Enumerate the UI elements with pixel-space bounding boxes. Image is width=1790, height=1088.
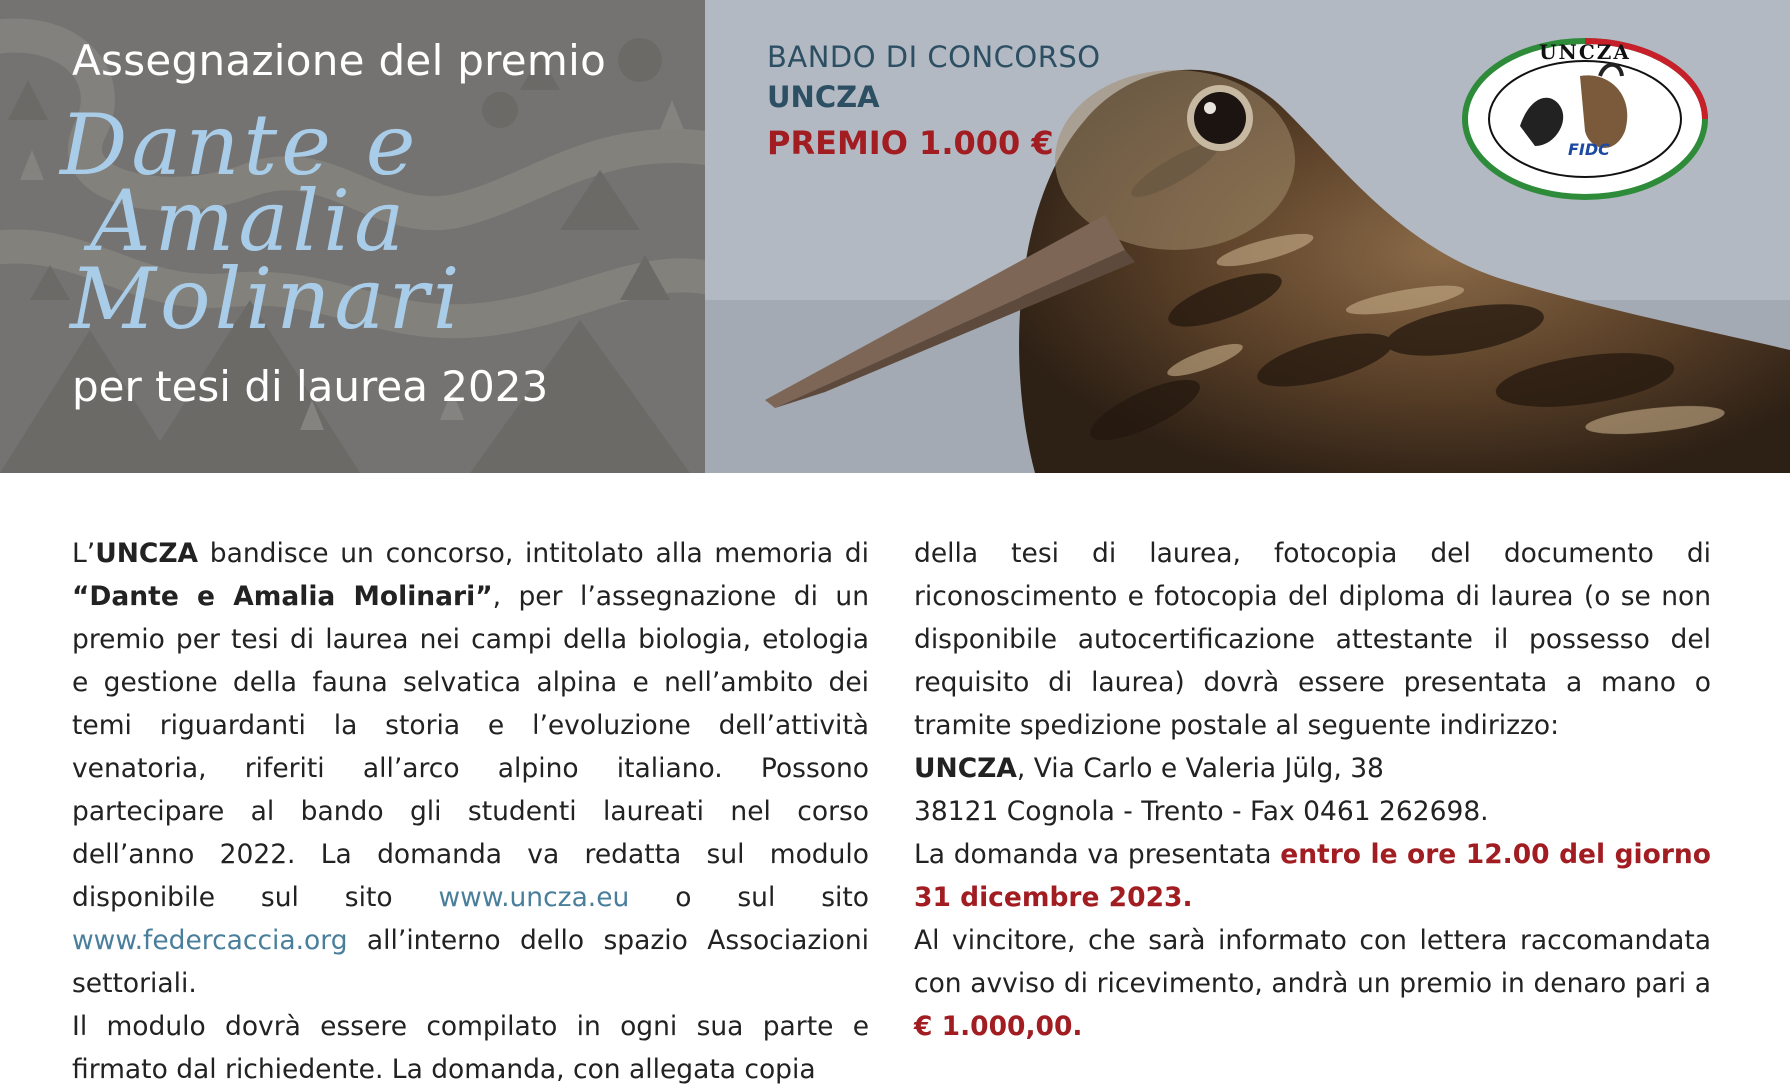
org-name: UNCZA [914, 753, 1017, 784]
text-run: all’interno dello spazio Associazioni settoriali. [72, 925, 869, 999]
prize-value: € 1.000,00. [914, 1011, 1083, 1042]
text-run: , per l’assegnazione di un premio per tesi di laurea nei campi della biologia, etologia e gestione della fauna selvatica alpina e nell’ambito dei temi riguardanti la storia e l’evoluzione dell’attività venatoria, riferiti all’arco alpino italiano. Possono partecipare al bando gli studenti laureati nel corso dell’anno 2022. La domanda va redatta sul modulo disponibile sul sito [72, 581, 869, 913]
address-line-2: 38121 Cognola - Trento - Fax 0461 262698. [914, 796, 1489, 827]
body-column-left [72, 532, 869, 1088]
text-run: La domanda va presentata [914, 839, 1281, 870]
title-panel [0, 0, 705, 473]
header-banner [0, 0, 1790, 473]
thesis-year-line: per tesi di laurea 2023 [72, 362, 549, 411]
documents-paragraph: della tesi di laurea, fotocopia del documento di riconoscimento e fotocopia del diploma di laurea (o se non disponibile autocertificazione attestante il possesso del requisito di laurea) dovrà essere presentata a mano o tramite spedizione postale al seguente indirizzo: [914, 538, 1711, 741]
deadline-date: entro le ore 12.00 del giorno 31 dicembre 2023. [914, 839, 1711, 913]
address-line-1 [914, 747, 1711, 790]
text-run: L’ [72, 538, 96, 569]
uncza-link[interactable]: www.uncza.eu [438, 882, 630, 913]
prize-title-line: Assegnazione del premio [72, 36, 607, 85]
script-name-molinari: Molinari [70, 250, 464, 348]
org-name: UNCZA [95, 538, 199, 569]
prize-amount-label: PREMIO 1.000 € [767, 124, 1054, 162]
intro-paragraph [72, 532, 869, 1005]
script-name-dante: Dante e [60, 96, 420, 194]
prize-paragraph [914, 919, 1711, 1048]
text-run: Al vincitore, che sarà informato con lettera raccomandata con avviso di ricevimento, andrà un premio in denaro pari a [914, 925, 1711, 999]
text-run: bandisce un concorso, intitolato alla memoria di [198, 538, 869, 569]
contest-label: BANDO DI CONCORSO [767, 40, 1101, 74]
fidc-mark: FIDC [1568, 140, 1610, 159]
text-run: o sul sito [629, 882, 869, 913]
organizer-label: UNCZA [767, 80, 880, 114]
street-address: , Via Carlo e Valeria Jülg, 38 [1016, 753, 1384, 784]
body-column-right [914, 532, 1711, 1048]
deadline-paragraph [914, 833, 1711, 919]
form-paragraph: Il modulo dovrà essere compilato in ogni sua parte e firmato dal richiedente. La domanda, con allegata copia [72, 1011, 869, 1085]
prize-name: “Dante e Amalia Molinari” [72, 581, 493, 612]
federcaccia-link[interactable]: www.federcaccia.org [72, 925, 348, 956]
uncza-logo [1460, 36, 1710, 202]
script-name-amalia: Amalia [90, 172, 409, 270]
logo-title: UNCZA [1539, 40, 1631, 64]
